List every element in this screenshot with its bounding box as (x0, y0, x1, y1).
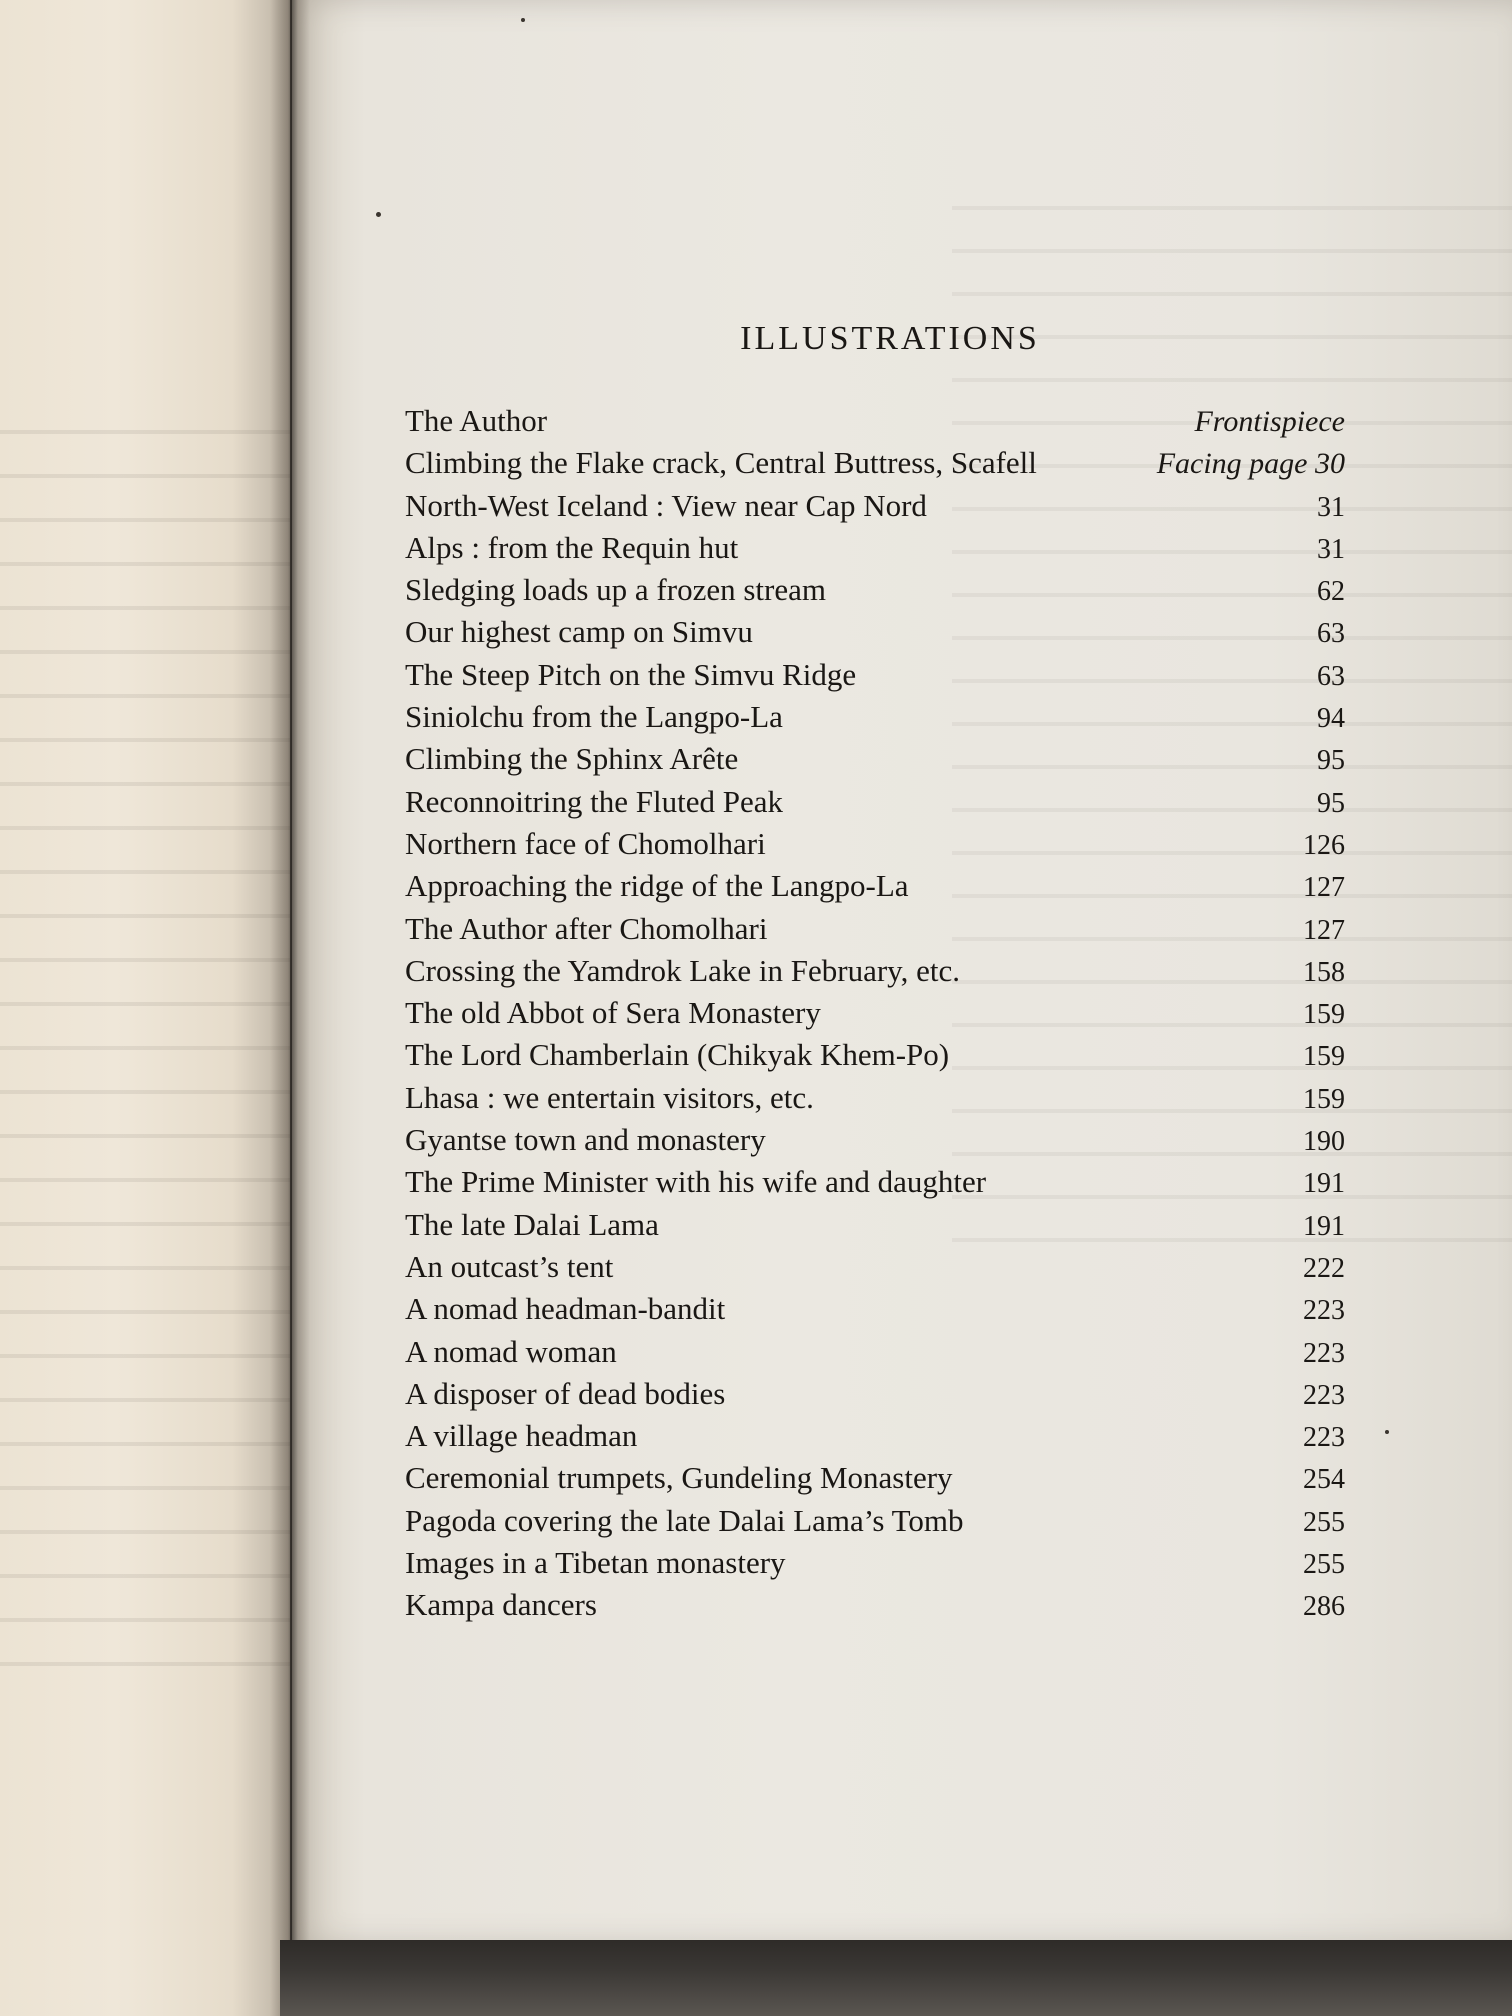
page-number: 63 (1317, 618, 1345, 650)
illustration-title: Lhasa : we entertain visitors, etc. (405, 1079, 814, 1115)
illustration-title: The Steep Pitch on the Simvu Ridge (405, 656, 857, 692)
list-item (405, 1331, 1345, 1373)
illustration-title: Gyantse town and monastery (405, 1122, 766, 1158)
book-gutter (270, 0, 310, 2016)
illustration-title: Our highest camp on Simvu (405, 614, 753, 650)
list-item (405, 442, 1345, 484)
illustration-title: The Lord Chamberlain (Chikyak Khem-Po) (405, 1037, 950, 1073)
page-number: 31 (1317, 491, 1345, 523)
list-item (405, 696, 1345, 738)
page-number: 159 (1303, 1083, 1345, 1115)
illustration-title: A nomad woman (405, 1333, 617, 1369)
illustration-title: Images in a Tibetan monastery (405, 1545, 786, 1581)
paper-speck (521, 18, 525, 22)
list-item (405, 1500, 1345, 1542)
page-number: 255 (1303, 1506, 1345, 1538)
illustrations-list (405, 400, 1345, 1627)
list-item (405, 823, 1345, 865)
illustration-title: A village headman (405, 1418, 638, 1454)
page-bottom-edge (280, 1940, 1512, 2016)
illustration-title: Reconnoitring the Fluted Peak (405, 783, 783, 819)
page-number: 255 (1303, 1549, 1345, 1581)
list-item (405, 1119, 1345, 1161)
list-item (405, 1584, 1345, 1626)
list-item (405, 781, 1345, 823)
page-number: 62 (1317, 576, 1345, 608)
list-item (405, 1373, 1345, 1415)
illustration-title: Climbing the Sphinx Arête (405, 741, 739, 777)
list-item (405, 485, 1345, 527)
list-item (405, 1542, 1345, 1584)
illustration-title: North-West Iceland : View near Cap Nord (405, 487, 927, 523)
page-number: Facing page 30 (1156, 447, 1345, 481)
illustration-title: Northern face of Chomolhari (405, 825, 766, 861)
illustration-title: Alps : from the Requin hut (405, 529, 739, 565)
list-item (405, 908, 1345, 950)
list-item (405, 611, 1345, 653)
illustration-title: The late Dalai Lama (405, 1206, 659, 1242)
illustration-title: A nomad headman-bandit (405, 1291, 726, 1327)
list-item (405, 400, 1345, 442)
illustration-title: A disposer of dead bodies (405, 1375, 726, 1411)
list-item (405, 865, 1345, 907)
illustration-title: An outcast’s tent (405, 1248, 614, 1284)
page-number: 127 (1303, 872, 1345, 904)
page-number: 127 (1303, 914, 1345, 946)
page-heading: ILLUSTRATIONS (740, 320, 1040, 357)
illustration-title: The Prime Minister with his wife and daughter (405, 1164, 987, 1200)
page-number: 223 (1303, 1337, 1345, 1369)
page-number: 223 (1303, 1422, 1345, 1454)
left-page (0, 0, 290, 2016)
illustrations-list-page (405, 320, 1345, 1627)
page-number: 190 (1303, 1126, 1345, 1158)
illustration-title: Pagoda covering the late Dalai Lama’s Tomb (405, 1502, 964, 1538)
list-item (405, 1246, 1345, 1288)
list-item (405, 1161, 1345, 1203)
page-number: 191 (1303, 1210, 1345, 1242)
illustration-title: Kampa dancers (405, 1587, 597, 1623)
illustration-title: The old Abbot of Sera Monastery (405, 995, 821, 1031)
illustration-title: Crossing the Yamdrok Lake in February, etc. (405, 952, 961, 988)
page-number: 223 (1303, 1295, 1345, 1327)
page-number: 31 (1317, 533, 1345, 565)
list-item (405, 569, 1345, 611)
page-number: 159 (1303, 999, 1345, 1031)
page-number: 94 (1317, 703, 1345, 735)
list-item (405, 738, 1345, 780)
list-item (405, 950, 1345, 992)
illustration-title: The Author (405, 403, 548, 438)
illustration-title: The Author after Chomolhari (405, 910, 768, 946)
page-number: 126 (1303, 829, 1345, 861)
page-number: 223 (1303, 1379, 1345, 1411)
list-item (405, 1034, 1345, 1076)
paper-speck (376, 212, 381, 217)
page-number: Frontispiece (1194, 405, 1345, 438)
list-item (405, 1204, 1345, 1246)
list-item (405, 1457, 1345, 1499)
list-item (405, 1415, 1345, 1457)
list-item (405, 992, 1345, 1034)
page-number: 159 (1303, 1041, 1345, 1073)
left-page-faded-text (0, 400, 290, 1700)
list-item (405, 1077, 1345, 1119)
page-number: 286 (1303, 1591, 1345, 1623)
page-number: 222 (1303, 1252, 1345, 1284)
list-item (405, 1288, 1345, 1330)
page-number: 95 (1317, 745, 1345, 777)
page-number: 95 (1317, 787, 1345, 819)
illustration-title: Climbing the Flake crack, Central Buttress, Scafell (405, 445, 1037, 481)
page-number: 63 (1317, 660, 1345, 692)
list-item (405, 527, 1345, 569)
paper-speck (1385, 1430, 1389, 1434)
page-number: 191 (1303, 1168, 1345, 1200)
illustration-title: Ceremonial trumpets, Gundeling Monastery (405, 1460, 953, 1496)
page-number: 158 (1303, 956, 1345, 988)
illustration-title: Sledging loads up a frozen stream (405, 572, 826, 608)
page-number: 254 (1303, 1464, 1345, 1496)
illustration-title: Siniolchu from the Langpo-La (405, 699, 783, 735)
list-item (405, 654, 1345, 696)
illustration-title: Approaching the ridge of the Langpo-La (405, 868, 909, 904)
